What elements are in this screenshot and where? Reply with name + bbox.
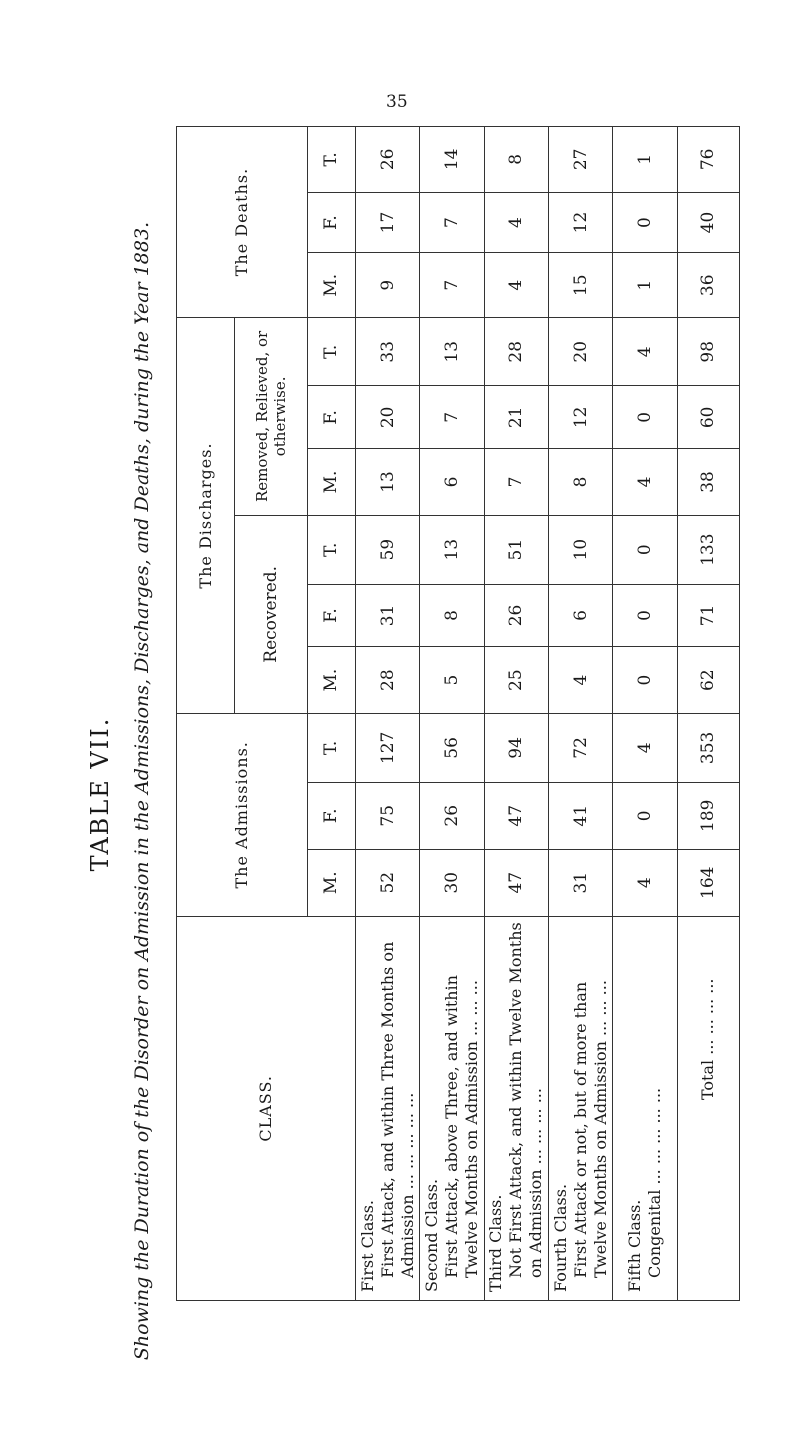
rem-m-cell: 13 — [355, 449, 419, 516]
admissions-header: The Admissions. — [177, 713, 308, 916]
total-rem-f: 60 — [677, 386, 739, 449]
death-m-cell: 4 — [484, 253, 548, 318]
rec-m-header: M. — [307, 647, 355, 714]
page-number: 35 — [386, 92, 408, 112]
rec-f-header: F. — [307, 584, 355, 647]
death-m-cell: 9 — [355, 253, 419, 318]
rec-m-cell: 25 — [484, 647, 548, 714]
death-t-cell: 1 — [613, 127, 677, 193]
rem-m-cell: 4 — [613, 449, 677, 516]
adm-f-cell: 47 — [484, 782, 548, 849]
death-f-cell: 12 — [548, 192, 612, 253]
adm-m-cell: 4 — [613, 849, 677, 916]
death-m-cell: 7 — [420, 253, 484, 318]
adm-t-cell: 127 — [355, 713, 419, 782]
rec-m-cell: 28 — [355, 647, 419, 714]
rec-m-cell: 4 — [548, 647, 612, 714]
death-m-header: M. — [307, 253, 355, 318]
death-t-cell: 27 — [548, 127, 612, 193]
rem-t-header: T. — [307, 318, 355, 386]
statistics-table — [176, 126, 740, 1301]
adm-m-cell: 31 — [548, 849, 612, 916]
adm-m-cell: 52 — [355, 849, 419, 916]
table-row — [420, 127, 484, 1301]
rem-f-cell: 7 — [420, 386, 484, 449]
adm-f-cell: 26 — [420, 782, 484, 849]
rem-f-cell: 12 — [548, 386, 612, 449]
rec-t-cell: 59 — [355, 515, 419, 584]
removed-header: Removed, Relieved, or otherwise. — [235, 318, 307, 516]
total-rec-t: 133 — [677, 515, 739, 584]
rec-t-cell: 0 — [613, 515, 677, 584]
total-rem-m: 38 — [677, 449, 739, 516]
death-f-cell: 4 — [484, 192, 548, 253]
rem-t-cell: 28 — [484, 318, 548, 386]
death-f-cell: 17 — [355, 192, 419, 253]
rec-f-cell: 31 — [355, 584, 419, 647]
rem-t-cell: 33 — [355, 318, 419, 386]
adm-t-cell: 72 — [548, 713, 612, 782]
adm-m-header: M. — [307, 849, 355, 916]
death-t-cell: 26 — [355, 127, 419, 193]
rem-m-header: M. — [307, 449, 355, 516]
death-f-cell: 0 — [613, 192, 677, 253]
total-death-t: 76 — [677, 127, 739, 193]
total-row — [677, 127, 739, 1301]
death-t-cell: 8 — [484, 127, 548, 193]
rem-t-cell: 4 — [613, 318, 677, 386]
discharges-header: The Discharges. — [177, 318, 235, 714]
rotated-table — [176, 126, 740, 1301]
rec-t-cell: 13 — [420, 515, 484, 584]
rem-f-cell: 21 — [484, 386, 548, 449]
death-t-header: T. — [307, 127, 355, 193]
table-sheet — [176, 126, 740, 1301]
adm-t-cell: 94 — [484, 713, 548, 782]
rec-t-header: T. — [307, 515, 355, 584]
class-cell — [613, 916, 677, 1300]
class-cell — [355, 916, 419, 1300]
rec-f-cell: 0 — [613, 584, 677, 647]
rem-f-cell: 0 — [613, 386, 677, 449]
rem-f-header: F. — [307, 386, 355, 449]
death-f-header: F. — [307, 192, 355, 253]
adm-f-cell: 0 — [613, 782, 677, 849]
table-body — [355, 127, 677, 1301]
table-row — [484, 127, 548, 1301]
total-adm-m: 164 — [677, 849, 739, 916]
recovered-header: Recovered. — [235, 515, 307, 713]
table-row — [548, 127, 612, 1301]
rem-t-cell: 20 — [548, 318, 612, 386]
class-name: Fifth Class. — [624, 1199, 644, 1292]
rec-t-cell: 10 — [548, 515, 612, 584]
rem-m-cell: 7 — [484, 449, 548, 516]
class-description: Not First Attack, and within Twelve Months on Admission ... ... ... ... — [506, 922, 546, 1278]
rem-m-cell: 8 — [548, 449, 612, 516]
class-description: First Attack, and within Three Months on Admission ... ... ... ... ... — [377, 941, 417, 1278]
class-cell — [548, 916, 612, 1300]
rec-f-cell: 26 — [484, 584, 548, 647]
death-t-cell: 14 — [420, 127, 484, 193]
class-description: Congenital ... ... ... ... ... — [644, 1087, 664, 1278]
death-m-cell: 1 — [613, 253, 677, 318]
total-death-f: 40 — [677, 192, 739, 253]
table-caption: Showing the Duration of the Disorder on Admission in the Admissions, Discharges, and Deaths, during the Year 1883. — [131, 221, 153, 1361]
total-adm-f: 189 — [677, 782, 739, 849]
rec-f-cell: 6 — [548, 584, 612, 647]
class-name: Third Class. — [486, 1194, 506, 1292]
rem-f-cell: 20 — [355, 386, 419, 449]
table-number: TABLE VII. — [86, 716, 114, 872]
adm-f-cell: 41 — [548, 782, 612, 849]
adm-f-header: F. — [307, 782, 355, 849]
total-adm-t: 353 — [677, 713, 739, 782]
adm-t-cell: 56 — [420, 713, 484, 782]
table-row — [613, 127, 677, 1301]
adm-t-header: T. — [307, 713, 355, 782]
adm-f-cell: 75 — [355, 782, 419, 849]
rec-m-cell: 5 — [420, 647, 484, 714]
class-name: Fourth Class. — [550, 1183, 570, 1292]
class-name: First Class. — [357, 1200, 377, 1292]
rem-m-cell: 6 — [420, 449, 484, 516]
total-death-m: 36 — [677, 253, 739, 318]
total-rec-f: 71 — [677, 584, 739, 647]
adm-m-cell: 47 — [484, 849, 548, 916]
deaths-header: The Deaths. — [177, 127, 308, 318]
class-header: CLASS. — [177, 916, 356, 1300]
class-description: First Attack or not, but of more than Twelve Months on Admission ... ... ... — [570, 980, 610, 1278]
death-m-cell: 15 — [548, 253, 612, 318]
rem-t-cell: 13 — [420, 318, 484, 386]
total-label: Total ... ... ... ... — [677, 916, 739, 1300]
class-name: Second Class. — [421, 1178, 441, 1292]
adm-t-cell: 4 — [613, 713, 677, 782]
total-rec-m: 62 — [677, 647, 739, 714]
rec-m-cell: 0 — [613, 647, 677, 714]
class-cell — [420, 916, 484, 1300]
class-cell — [484, 916, 548, 1300]
death-f-cell: 7 — [420, 192, 484, 253]
rec-f-cell: 8 — [420, 584, 484, 647]
class-description: First Attack, above Three, and within Twelve Months on Admission ... ... ... — [441, 975, 481, 1278]
total-rem-t: 98 — [677, 318, 739, 386]
adm-m-cell: 30 — [420, 849, 484, 916]
rec-t-cell: 51 — [484, 515, 548, 584]
table-row — [355, 127, 419, 1301]
